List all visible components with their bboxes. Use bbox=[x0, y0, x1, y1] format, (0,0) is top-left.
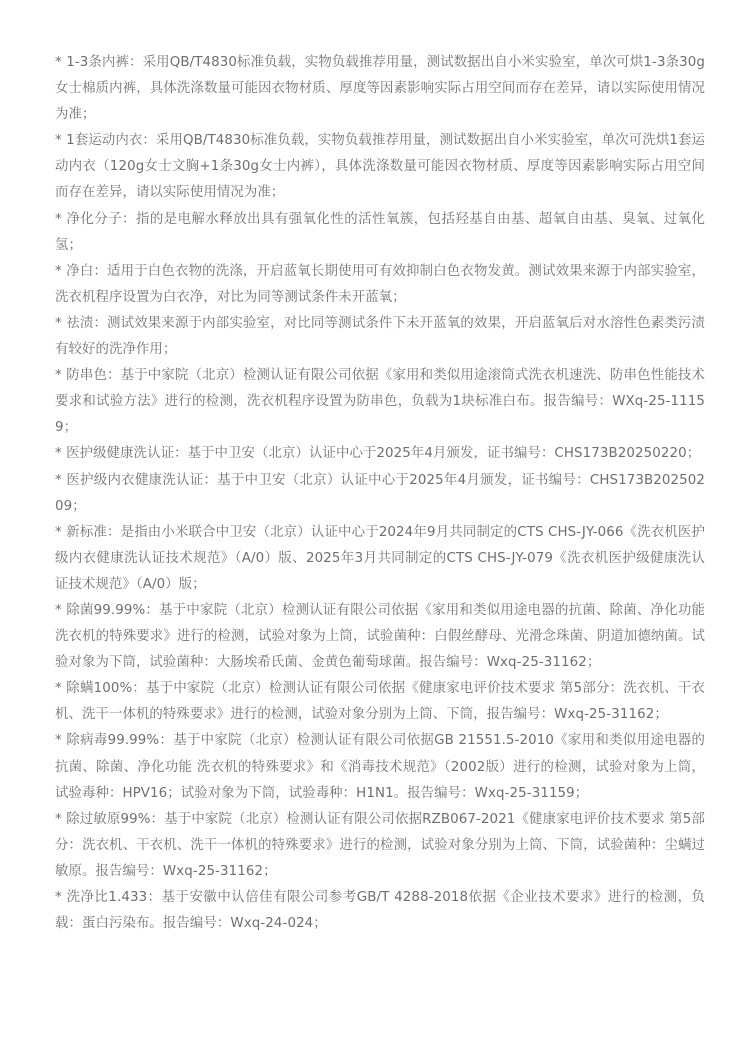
footnote-whitening: * 净白：适用于白色衣物的洗涤，开启蓝氧长期使用可有效抑制白色衣物发黄。测试效果来源于内部实验室，洗衣机程序设置为白衣净，对比为同等测试条件未开蓝氧； bbox=[55, 263, 705, 305]
footnote-mite-removal: * 除螨100%：基于中家院（北京）检测认证有限公司依据《健康家电评价技术要求 第5部分：洗衣机、干衣机、洗干一体机的特殊要求》进行的检测，试验对象分别为上筒、下筒，报告编号：Wxq-25-31162； bbox=[55, 681, 705, 723]
footnotes-section bbox=[55, 50, 705, 937]
footnote-sports-underwear-capacity: * 1套运动内衣：采用QB/T4830标准负载，实物负载推荐用量，测试数据出自小米实验室，单次可洗烘1套运动内衣（120g女士文胸+1条30g女士内裤），具体洗涤数量可能因衣物材质、厚度等因素影响实际占用空间而存在差异，请以实际使用情况为准； bbox=[55, 133, 705, 201]
footnote-stain-removal: * 祛渍：测试效果来源于内部实验室，对比同等测试条件下未开蓝氧的效果，开启蓝氧后对水溶性色素类污渍有较好的洗净作用； bbox=[55, 315, 705, 358]
footnote-allergen-removal: * 除过敏原99%：基于中家院（北京）检测认证有限公司依据RZB067-2021《健康家电评价技术要求 第5部分：洗衣机、干衣机、洗干一体机的特殊要求》进行的检测，试验对象分别为上筒、下筒，试验菌种：尘螨过敏原。报告编号：Wxq-25-31162； bbox=[55, 811, 705, 879]
footnote-underwear-capacity: * 1-3条内裤：采用QB/T4830标准负载，实物负载推荐用量，测试数据出自小米实验室，单次可烘1-3条30g女士棉质内裤，具体洗涤数量可能因衣物材质、厚度等因素影响实际占用空间而存在差异，请以实际使用情况为准； bbox=[55, 55, 705, 123]
footnote-medical-grade-underwear-wash-cert: * 医护级内衣健康洗认证：基于中卫安（北京）认证中心于2025年4月颁发，证书编号：CHS173B20250209； bbox=[55, 472, 705, 514]
footnote-new-standard: * 新标准：是指由小米联合中卫安（北京）认证中心于2024年9月共同制定的CTS CHS-JY-066《洗衣机医护级内衣健康洗认证技术规范》（A/0）版、2025年3月共同制定的CTS CHS-JY-079《洗衣机医护级健康洗认证技术规范》（A/0）版； bbox=[55, 524, 705, 592]
footnote-washing-ratio: * 洗净比1.433：基于安徽中认倍佳有限公司参考GB/T 4288-2018依据《企业技术要求》进行的检测，负载：蛋白污染布。报告编号：Wxq-24-024； bbox=[55, 890, 705, 932]
footnote-medical-grade-wash-cert: * 医护级健康洗认证：基于中卫安（北京）认证中心于2025年4月颁发，证书编号：CHS173B20250220； bbox=[55, 446, 701, 462]
footnote-sterilization: * 除菌99.99%：基于中家院（北京）检测认证有限公司依据《家用和类似用途电器的抗菌、除菌、净化功能洗衣机的特殊要求》进行的检测，试验对象为上筒，试验菌种：白假丝酵母、光滑念珠菌、阴道加德纳菌。试验对象为下筒，试验菌种：大肠埃希氏菌、金黄色葡萄球菌。报告编号：Wxq-25-31162； bbox=[55, 602, 705, 671]
footnote-purifying-molecules: * 净化分子：指的是电解水释放出具有强氧化性的活性氧簇，包括羟基自由基、超氧自由基、臭氧、过氧化氢； bbox=[55, 211, 705, 253]
footnote-virus-removal: * 除病毒99.99%：基于中家院（北京）检测认证有限公司依据GB 21551.5-2010《家用和类似用途电器的抗菌、除菌、净化功能 洗衣机的特殊要求》和《消毒技术规范》（2002版）进行的检测，试验对象为上筒，试验毒种：HPV16；试验对象为下筒，试验毒种：H1N1。报告编号：Wxq-25-31159； bbox=[55, 733, 705, 801]
footnote-color-bleed-prevention: * 防串色：基于中家院（北京）检测认证有限公司依据《家用和类似用途滚筒式洗衣机速洗、防串色性能技术要求和试验方法》进行的检测，洗衣机程序设置为防串色，负载为1块标准白布。报告编号：WXq-25-11159； bbox=[55, 368, 705, 436]
